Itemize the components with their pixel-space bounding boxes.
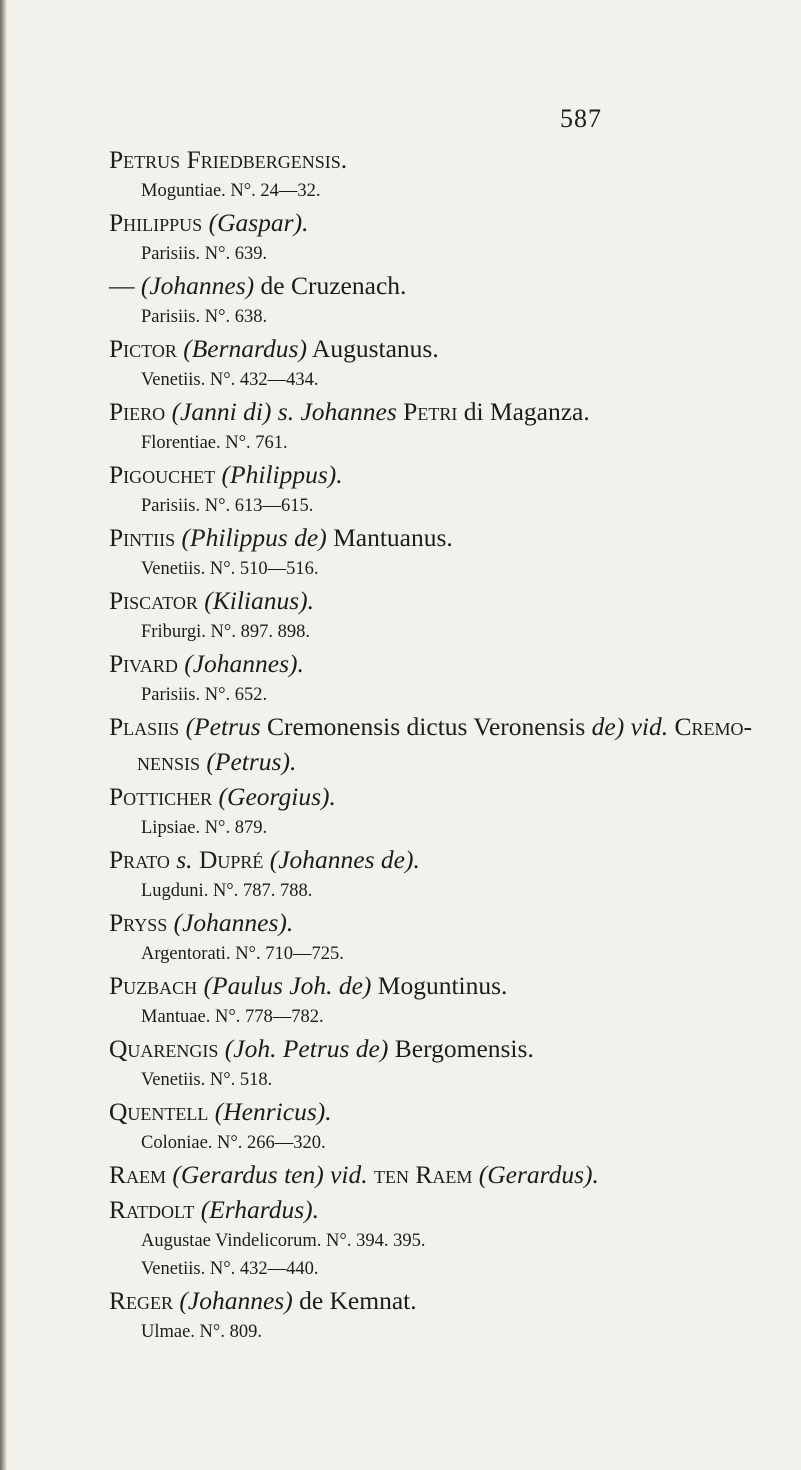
entry-name: Quentell: [109, 1097, 209, 1126]
entry-name-continuation: nensis: [137, 747, 201, 776]
entry-name: —: [109, 271, 135, 300]
index-entry: [109, 1031, 799, 1094]
entry-location: Mantuae. N°. 778—782.: [141, 1007, 324, 1027]
entry-name: Piero: [109, 397, 166, 426]
entry-name: Raem: [109, 1160, 167, 1189]
index-entry: [109, 1094, 799, 1157]
entry-location: Venetiis. N°. 432—440.: [141, 1259, 319, 1279]
index-entry: [109, 1192, 799, 1283]
entry-suffix: Mantuanus.: [333, 523, 453, 552]
entry-location: Friburgi. N°. 897. 898.: [141, 622, 310, 642]
entry-forename: (Janni di) s. Johannes: [171, 397, 397, 426]
entry-forename: (Paulus Joh. de): [203, 971, 372, 1000]
index-entry: [109, 268, 799, 331]
entry-forename: (Georgius).: [218, 782, 336, 811]
entry-name-secondary: ten Raem: [374, 1160, 473, 1189]
entry-suffix: Cremonensis dictus Veronensis: [267, 712, 586, 741]
entry-name: Pivard: [109, 649, 178, 678]
entry-location: Parisiis. N°. 638.: [141, 307, 268, 327]
entry-name: Plasiis: [109, 712, 180, 741]
index-entry: [109, 583, 799, 646]
entry-forename: (Petrus: [185, 712, 261, 741]
entry-name-secondary: Cremo-: [674, 712, 753, 741]
index-entries: [109, 142, 799, 1346]
entry-heading: [109, 1283, 799, 1318]
index-entry: [109, 1283, 799, 1346]
index-entry: [109, 1157, 799, 1192]
index-entry: [109, 779, 799, 842]
index-entry: [109, 142, 799, 205]
entry-name-secondary: Petri: [403, 397, 458, 426]
entry-heading: [109, 646, 799, 681]
entry-name: Pryss: [109, 908, 168, 937]
index-entry: [109, 968, 799, 1031]
entry-heading: [109, 142, 799, 177]
entry-location: Lipsiae. N°. 879.: [141, 818, 268, 838]
entry-location: Venetiis. N°. 432—434.: [141, 370, 319, 390]
entry-location: Argentorati. N°. 710—725.: [141, 944, 344, 964]
entry-forename: (Kilianus).: [204, 586, 315, 615]
page-left-edge: [0, 0, 7, 1470]
entry-name: Petrus Friedbergensis.: [109, 145, 348, 174]
entry-forename: (Philippus).: [221, 460, 343, 489]
entry-forename: (Bernardus): [183, 334, 307, 363]
index-entry: [109, 842, 799, 905]
entry-location: Augustae Vindelicorum. N°. 394. 395.: [141, 1231, 426, 1251]
entry-heading: [109, 842, 799, 877]
entry-name: Pintiis: [109, 523, 176, 552]
entry-forename: (Joh. Petrus de): [224, 1034, 389, 1063]
entry-suffix: de Kemnat.: [299, 1286, 417, 1315]
entry-forename: (Gaspar).: [208, 208, 309, 237]
entry-location: Lugduni. N°. 787. 788.: [141, 881, 313, 901]
entry-forename-secondary: (Gerardus).: [478, 1160, 599, 1189]
entry-heading: [109, 1094, 799, 1129]
entry-forename-continuation: (Petrus).: [206, 747, 297, 776]
entry-location: Florentiae. N°. 761.: [141, 433, 288, 453]
entry-name: Potticher: [109, 782, 213, 811]
entry-heading: [109, 1031, 799, 1066]
entry-forename: (Erhardus).: [200, 1195, 320, 1224]
entry-heading: [109, 520, 799, 555]
index-entry: [109, 905, 799, 968]
entry-heading: [109, 1157, 799, 1192]
index-entry: [109, 331, 799, 394]
entry-forename: (Johannes).: [184, 649, 304, 678]
entry-name: Pigouchet: [109, 460, 216, 489]
entry-forename: s.: [176, 845, 193, 874]
entry-name: Puzbach: [109, 971, 198, 1000]
index-entry: [109, 646, 799, 709]
entry-location: Moguntiae. N°. 24—32.: [141, 181, 321, 201]
entry-heading: [109, 1192, 799, 1227]
entry-suffix: Moguntinus.: [377, 971, 508, 1000]
entry-heading: [109, 268, 799, 303]
entry-location: Venetiis. N°. 510—516.: [141, 559, 319, 579]
entry-forename-secondary: (Johannes de).: [269, 845, 420, 874]
index-entry: [109, 394, 799, 457]
entry-location: Parisiis. N°. 639.: [141, 244, 268, 264]
entry-name: Quarengis: [109, 1034, 219, 1063]
entry-forename: (Johannes).: [173, 908, 294, 937]
entry-location: Parisiis. N°. 652.: [141, 685, 268, 705]
entry-name: Philippus: [109, 208, 203, 237]
entry-heading-continuation: [109, 744, 799, 779]
entry-suffix: Augustanus.: [311, 334, 439, 363]
entry-heading: [109, 205, 799, 240]
entry-location: Coloniae. N°. 266—320.: [141, 1133, 326, 1153]
entry-suffix: de Cruzenach.: [260, 271, 407, 300]
entry-location: Parisiis. N°. 613—615.: [141, 496, 314, 516]
entry-name-secondary: Dupré: [198, 845, 264, 874]
entry-location: Venetiis. N°. 518.: [141, 1070, 273, 1090]
index-entry: [109, 520, 799, 583]
entry-heading: [109, 968, 799, 1003]
index-entry: [109, 709, 799, 779]
entry-suffix: Bergomensis.: [394, 1034, 534, 1063]
entry-heading: [109, 583, 799, 618]
entry-suffix: di Maganza.: [463, 397, 590, 426]
entry-name: Prato: [109, 845, 170, 874]
entry-location: Ulmae. N°. 809.: [141, 1322, 262, 1342]
page-number: 587: [560, 104, 602, 133]
entry-name: Pictor: [109, 334, 177, 363]
entry-heading: [109, 709, 799, 744]
entry-forename: (Henricus).: [214, 1097, 332, 1126]
entry-forename-secondary: de) vid.: [591, 712, 669, 741]
entry-forename: (Philippus de): [181, 523, 327, 552]
entry-forename: (Johannes): [179, 1286, 293, 1315]
index-entry: [109, 457, 799, 520]
entry-heading: [109, 331, 799, 366]
entry-name: Piscator: [109, 586, 198, 615]
entry-heading: [109, 905, 799, 940]
entry-heading: [109, 457, 799, 492]
index-entry: [109, 205, 799, 268]
entry-name: Reger: [109, 1286, 174, 1315]
entry-name: Ratdolt: [109, 1195, 195, 1224]
entry-forename: (Gerardus ten) vid.: [172, 1160, 368, 1189]
entry-heading: [109, 779, 799, 814]
entry-forename: (Johannes): [140, 271, 255, 300]
entry-heading: [109, 394, 799, 429]
